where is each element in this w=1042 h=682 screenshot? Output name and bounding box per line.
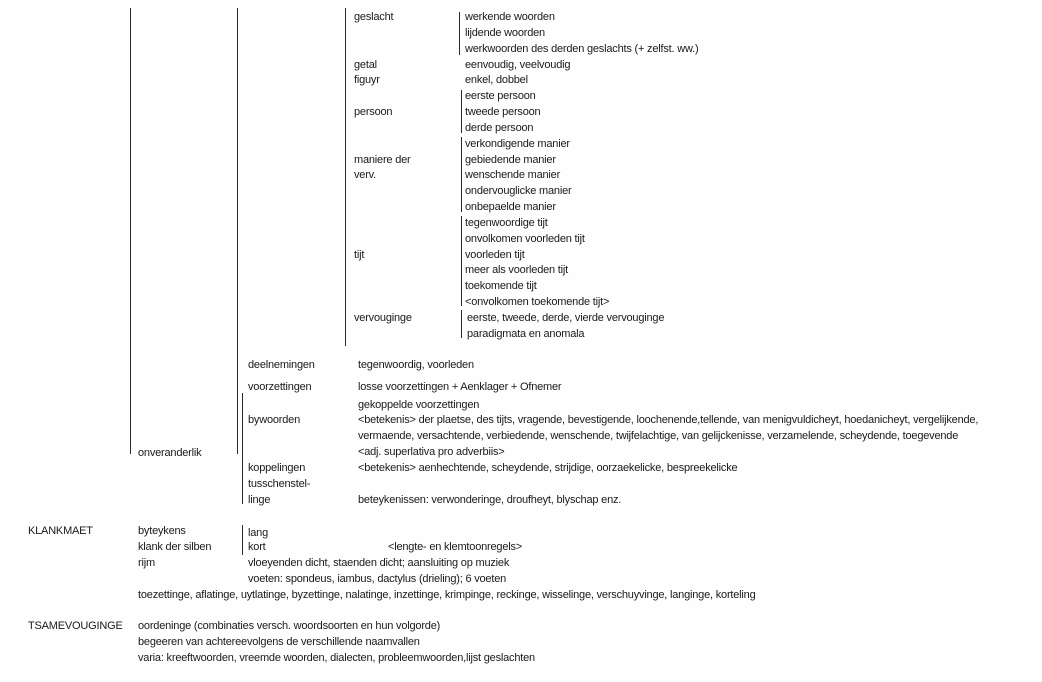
- maniere-item: onbepaelde manier: [465, 201, 556, 213]
- toezettinge-line: toezettinge, aflatinge, uytlatinge, byzettinge, nalatinge, inzettinge, krimpinge, reckinge, wisselinge, verschuyvinge, langinge, korteling: [138, 589, 756, 601]
- koppelingen-label: koppelingen: [248, 462, 306, 474]
- bracket-lang-kort: [242, 525, 243, 555]
- tijt-label: tijt: [354, 249, 365, 261]
- figuyr-value: enkel, dobbel: [465, 74, 528, 86]
- tijt-item: tegenwoordige tijt: [465, 217, 548, 229]
- tsamevouginge-line: varia: kreeftwoorden, vreemde woorden, dialecten, probleemwoorden,lijst geslachten: [138, 652, 535, 664]
- vervouginge-item: paradigmata en anomala: [467, 328, 585, 340]
- maniere-item: wenschende manier: [465, 169, 561, 181]
- tsamevouginge-heading: TSAMEVOUGINGE: [28, 620, 123, 632]
- tusschenstellinge-value: beteykenissen: verwonderinge, droufheyt, blyschap enz.: [358, 494, 622, 506]
- tijt-item: <onvolkomen toekomende tijt>: [465, 296, 610, 308]
- geslacht-item: werkwoorden des derden geslachts (+ zelfst. ww.): [465, 43, 699, 55]
- bracket-vervouginge: [461, 310, 462, 338]
- tijt-item: voorleden tijt: [465, 249, 525, 261]
- kort-label: kort: [248, 541, 266, 553]
- figuyr-label: figuyr: [354, 74, 380, 86]
- bracket-maniere: [461, 137, 462, 212]
- tsamevouginge-line: oordeninge (combinaties versch. woordsoorten en hun volgorde): [138, 620, 441, 632]
- getal-value: eenvoudig, veelvoudig: [465, 59, 571, 71]
- persoon-item: derde persoon: [465, 122, 534, 134]
- bywoorden-label: bywoorden: [248, 414, 301, 426]
- lang-label: lang: [248, 527, 268, 539]
- tree-line-level-1: [130, 8, 131, 454]
- tijt-item: onvolkomen voorleden tijt: [465, 233, 585, 245]
- persoon-label: persoon: [354, 106, 393, 118]
- getal-label: getal: [354, 59, 377, 71]
- klank-label: klank der silben: [138, 541, 212, 553]
- deelnemingen-value: tegenwoordig, voorleden: [358, 359, 474, 371]
- bywoorden-line: <betekenis> der plaetse, des tijts, vragende, bevestigende, loochenende,tellende, van menigvuldicheyt, hoedanicheyt, vergelijkende,: [358, 414, 979, 426]
- voorzettingen-label: voorzettingen: [248, 381, 312, 393]
- rijm-vloeyenden: vloeyenden dicht, staenden dicht; aansluiting op muziek: [248, 557, 510, 569]
- tree-line-level-3: [345, 8, 346, 346]
- rijm-label: rijm: [138, 557, 155, 569]
- tsamevouginge-line: begeeren van achtereevolgens de verschillende naamvallen: [138, 636, 420, 648]
- bywoorden-line: <adj. superlativa pro adverbiis>: [358, 446, 505, 458]
- voorzettingen-line: gekoppelde voorzettingen: [358, 399, 480, 411]
- tusschenstellinge-label: linge: [248, 494, 271, 506]
- maniere-item: gebiedende manier: [465, 154, 556, 166]
- tijt-item: meer als voorleden tijt: [465, 264, 569, 276]
- tusschenstellinge-label: tusschenstel-: [248, 478, 311, 490]
- bracket-tijt: [461, 216, 462, 306]
- geslacht-label: geslacht: [354, 11, 394, 23]
- bracket-persoon: [461, 90, 462, 133]
- deelnemingen-label: deelnemingen: [248, 359, 315, 371]
- maniere-item: ondervouglicke manier: [465, 185, 572, 197]
- geslacht-item: werkende woorden: [465, 11, 555, 23]
- bywoorden-line: vermaende, versachtende, verbiedende, wenschende, twijfelachtige, van gelijckenisse, verzamelende, scheydende, toegevende: [358, 430, 959, 442]
- byteykens-label: byteykens: [138, 525, 186, 537]
- vervouginge-label: vervouginge: [354, 312, 412, 324]
- klankmaet-heading: KLANKMAET: [28, 525, 93, 537]
- tree-line-voorzettingen: [242, 393, 243, 504]
- geslacht-item: lijdende woorden: [465, 27, 545, 39]
- persoon-item: eerste persoon: [465, 90, 536, 102]
- maniere-item: verkondigende manier: [465, 138, 570, 150]
- rijm-voeten: voeten: spondeus, iambus, dactylus (drieling); 6 voeten: [248, 573, 507, 585]
- vervouginge-item: eerste, tweede, derde, vierde vervouginge: [467, 312, 665, 324]
- persoon-item: tweede persoon: [465, 106, 541, 118]
- onveranderlik-label: onveranderlik: [138, 447, 202, 459]
- maniere-label: verv.: [354, 169, 377, 181]
- voorzettingen-line: losse voorzettingen + Aenklager + Ofnemer: [358, 381, 562, 393]
- maniere-label: maniere der: [354, 154, 411, 166]
- klemtoonregels: <lengte- en klemtoonregels>: [388, 541, 523, 553]
- tijt-item: toekomende tijt: [465, 280, 537, 292]
- tree-line-level-2: [237, 8, 238, 454]
- bracket-geslacht: [459, 12, 460, 55]
- koppelingen-value: <betekenis> aenhechtende, scheydende, strijdige, oorzaekelicke, bespreekelicke: [358, 462, 738, 474]
